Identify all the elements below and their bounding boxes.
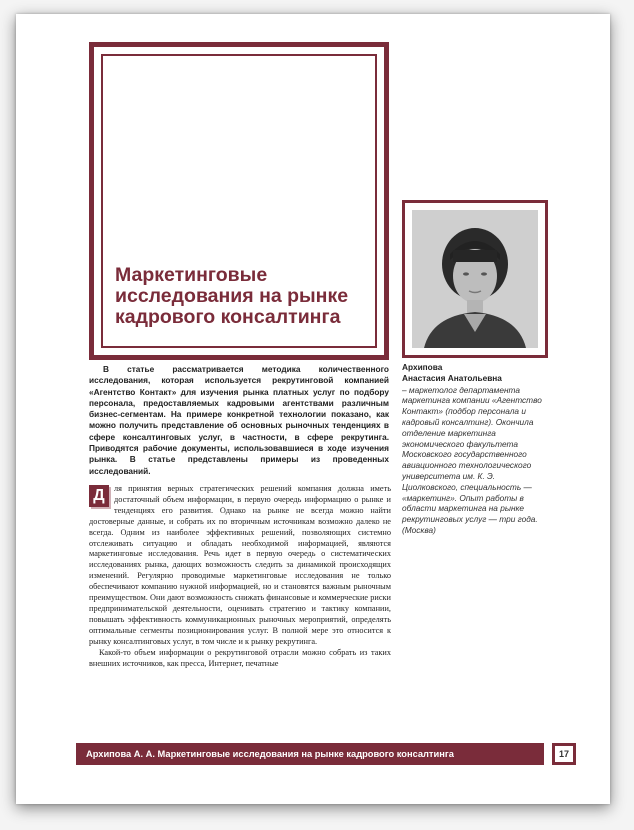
- article-body: [89, 484, 391, 724]
- running-footer: Архипова А. А. Маркетинговые исследования на рынке кадрового консалтинга: [76, 743, 544, 765]
- author-photo: [412, 210, 538, 348]
- author-name: Архипова Анастасия Анатольевна: [402, 362, 502, 383]
- drop-cap: Д: [89, 485, 109, 507]
- body-paragraph: Какой-то объем информации о рекрутинговой отрасли можно собрать из таких внешних источников, как пресса, Интернет, печатные: [89, 647, 391, 668]
- body-paragraph: ля принятия верных стратегических решений компания должна иметь достаточный объем информации, в первую очередь информацию о рынке и тенденциях его развития. Однако на рынке не всегда можно найти достоверные данные, и собрать их по вторичным источникам возможно далеко не всегда. Одним из наиболее эффективных решений, позволяющих системно отслеживать ситуацию и обладать необходимой информацией, являются маркетинговые исследования. Речь идет в первую очередь о систематических исследованиях рынка, дающих возможность следить за динамикой происходящих изменений. Регулярно проводимые маркетинговые исследования не только обеспечивают компанию нужной информацией, но и становятся важным рыночным преимуществом. Они дают возможность снижать финансовые и коммерческие риски предпринимательской деятельности, оценивать стратегию и тактику компании, повышать эффективность коммуникационных рыночных мероприятий, определять оптимальные сегменты позиционирования услуг. В полной мере это относится к рынку консалтинговых услуг, в том числе и к рынку рекрутинга.: [89, 484, 391, 646]
- title-frame: [89, 42, 389, 360]
- author-info: [402, 362, 552, 536]
- journal-page: [16, 14, 610, 804]
- article-title: Маркетинговые исследования на рынке кадрового консалтинга: [115, 264, 349, 328]
- portrait-image: [412, 210, 538, 348]
- author-bio: – маркетолог департамента маркетинга компании «Агентство Контакт» (подбор персонала и кадровый консалтинг). Окончила отделение маркетинга экономического факультета Московского государственного авиационного технологического университета им. К. Э. Циолковского, специальность — «маркетинг». Опыт работы в области маркетинга на рынке рекрутинговых услуг — три года. (Москва): [402, 384, 542, 535]
- article-abstract: В статье рассматривается методика количественного исследования, которая используется рекрутинговой компанией «Агентство Контакт» для изучения рынка платных услуг по подбору персонала, предоставляемых кадровыми агентствами различным бизнес-сегментам. На примере конкретной технологии показано, как можно получить представление об основных рыночных тенденциях в сфере консалтинговых услуг, в частности, в сфере рекрутинга. Приводятся рабочие документы, использовавшиеся в ходе изучения рынка. В статье представлены примеры из проведенных исследований.: [89, 364, 389, 476]
- title-inner-border: [101, 54, 377, 348]
- page-number: 17: [552, 743, 576, 765]
- author-photo-frame: [402, 200, 548, 358]
